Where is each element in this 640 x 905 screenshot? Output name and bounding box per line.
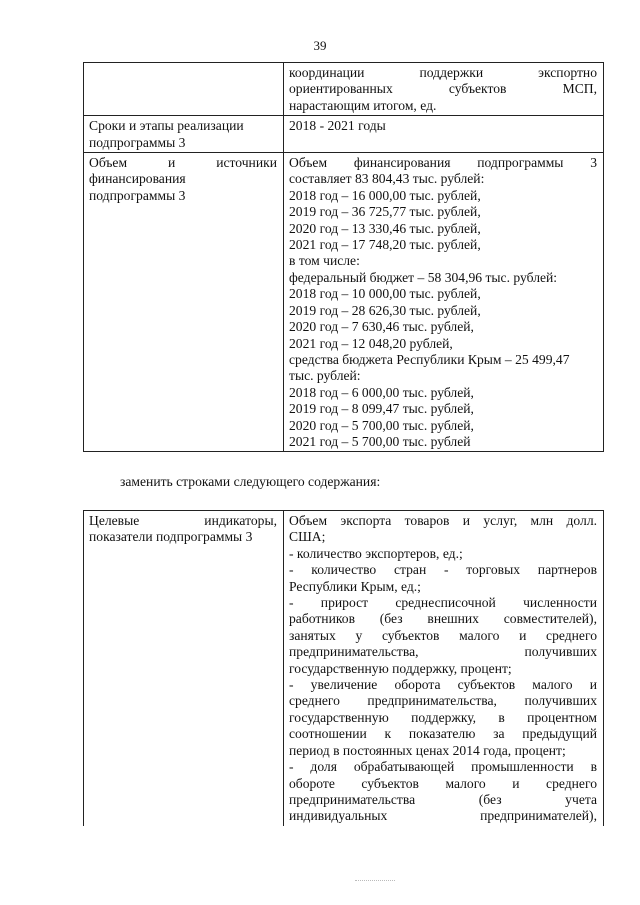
text-line: период в постоянных ценах 2014 года, процент; bbox=[289, 742, 566, 758]
table-row bbox=[84, 511, 604, 826]
text-line: 2021 год – 5 700,00 тыс. рублей bbox=[289, 433, 471, 449]
text-line: составляет 83 804,43 тыс. рублей: bbox=[289, 171, 485, 187]
table-cell-right bbox=[284, 116, 604, 153]
table-row bbox=[84, 116, 604, 153]
text-line: средства бюджета Республики Крым – 25 499,47 bbox=[289, 351, 570, 367]
text-line: тыс. рублей: bbox=[289, 368, 361, 384]
text-line: США; bbox=[289, 529, 326, 545]
text-line: ориентированных субъектов МСП, bbox=[289, 81, 597, 97]
text-line: - количество стран - торговых партнеров bbox=[289, 562, 597, 578]
text-line: Объем финансирования подпрограммы 3 bbox=[289, 155, 597, 171]
text-line: Целевые индикаторы, bbox=[89, 513, 277, 528]
text-line: Объем экспорта товаров и услуг, млн долл. bbox=[289, 513, 597, 528]
table-cell-right bbox=[284, 63, 604, 116]
table-cell-left bbox=[84, 116, 284, 153]
table-cell-empty bbox=[84, 63, 284, 116]
text-line: федеральный бюджет – 58 304,96 тыс. рублей: bbox=[289, 269, 558, 285]
table-cell-left bbox=[84, 153, 284, 452]
text-line: обороте субъектов малого и среднего bbox=[289, 775, 597, 791]
text-line: нарастающим итогом, ед. bbox=[289, 97, 437, 113]
text-line: показатели подпрограммы 3 bbox=[89, 529, 253, 545]
text-line: 2021 год – 17 748,20 тыс. рублей, bbox=[289, 237, 481, 253]
text-line: среднего предпринимательства, получивших bbox=[289, 693, 597, 709]
text-line: подпрограммы 3 bbox=[89, 134, 186, 150]
text-line: предпринимательства (без учета bbox=[289, 791, 597, 807]
table-row bbox=[84, 63, 604, 116]
text-line: 2018 год – 10 000,00 тыс. рублей, bbox=[289, 286, 481, 302]
scan-artifact bbox=[355, 880, 395, 885]
text-line: - прирост среднесписочной численности bbox=[289, 595, 597, 611]
text-line: 2019 год – 8 099,47 тыс. рублей, bbox=[289, 401, 474, 417]
text-line: 2020 год – 13 330,46 тыс. рублей, bbox=[289, 220, 481, 236]
text-line: предпринимательства, получивших bbox=[289, 644, 597, 660]
instruction-text: заменить строками следующего содержания: bbox=[120, 474, 381, 489]
page-number: 39 bbox=[313, 38, 327, 53]
text-line: 2018 год – 6 000,00 тыс. рублей, bbox=[289, 384, 474, 400]
text-line: 2019 год – 36 725,77 тыс. рублей, bbox=[289, 204, 481, 220]
text-line: Объем и источники bbox=[89, 155, 277, 171]
table-cell-right bbox=[284, 511, 604, 826]
text-line: занятых у субъектов малого и среднего bbox=[289, 627, 597, 643]
text-line: 2018 - 2021 годы bbox=[289, 118, 386, 134]
text-line: 2018 год – 16 000,00 тыс. рублей, bbox=[289, 187, 481, 203]
text-line: государственную поддержку, процент; bbox=[289, 660, 512, 676]
text-line: координации поддержки экспортно bbox=[289, 65, 597, 80]
text-line: - количество экспортеров, ед.; bbox=[289, 545, 463, 561]
text-line: 2019 год – 28 626,30 тыс. рублей, bbox=[289, 302, 481, 318]
text-line: 2020 год – 7 630,46 тыс. рублей, bbox=[289, 319, 474, 335]
passport-table-new bbox=[83, 510, 604, 826]
text-line: соотношении к показателю за предыдущий bbox=[289, 726, 597, 742]
table-row bbox=[84, 153, 604, 452]
text-line: государственную поддержку, в процентном bbox=[289, 709, 597, 725]
text-line: индивидуальных предпринимателей), bbox=[289, 808, 597, 824]
table-cell-right bbox=[284, 153, 604, 452]
text-line: финансирования bbox=[89, 171, 186, 187]
text-line: - увеличение оборота субъектов малого и bbox=[289, 677, 597, 693]
passport-table-old bbox=[83, 62, 604, 452]
text-line: 2021 год – 12 048,20 рублей, bbox=[289, 335, 453, 351]
text-line: в том числе: bbox=[289, 253, 360, 269]
text-line: Сроки и этапы реализации bbox=[89, 118, 244, 134]
text-line: подпрограммы 3 bbox=[89, 187, 186, 203]
text-line: - доля обрабатывающей промышленности в bbox=[289, 759, 597, 775]
text-line: работников (без внешних совместителей), bbox=[289, 611, 597, 627]
text-line: 2020 год – 5 700,00 тыс. рублей, bbox=[289, 417, 474, 433]
table-cell-left bbox=[84, 511, 284, 826]
text-line: Республики Крым, ед.; bbox=[289, 578, 421, 594]
